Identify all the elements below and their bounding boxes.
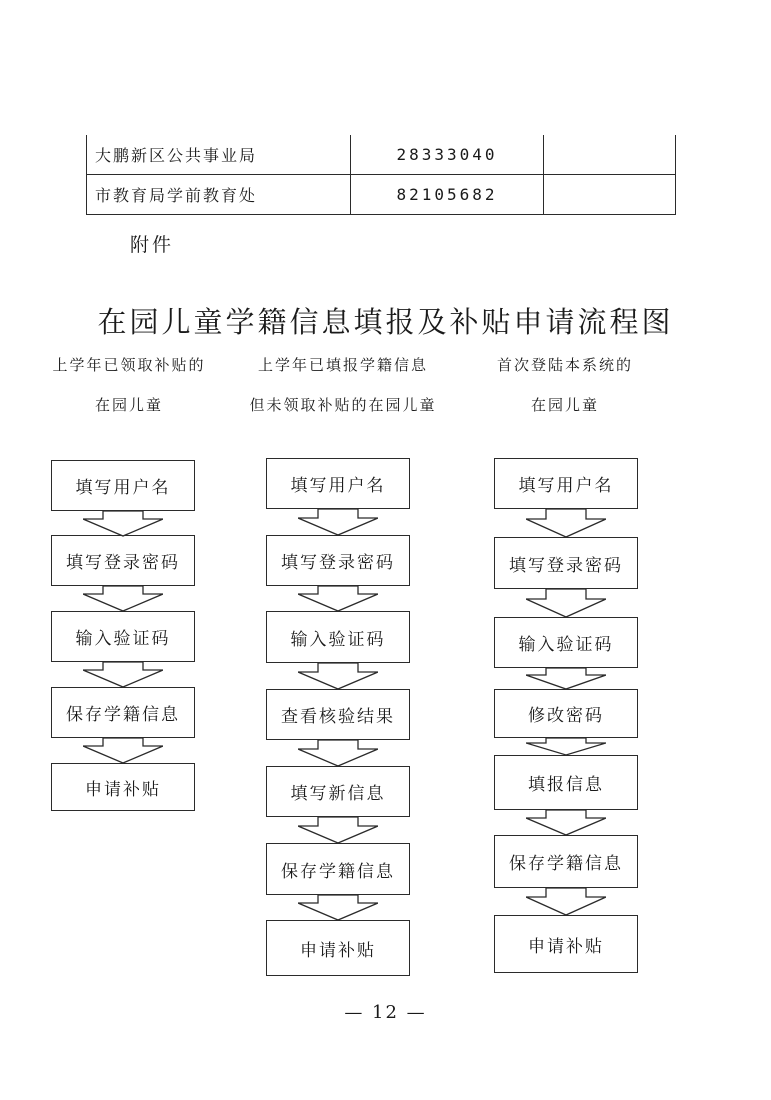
flow-step-box: 查看核验结果 bbox=[266, 689, 410, 740]
column-header-line: 在园儿童 bbox=[94, 396, 163, 414]
flow-step-box: 输入验证码 bbox=[51, 611, 195, 662]
flow-step-box: 填写登录密码 bbox=[494, 537, 638, 589]
table-row bbox=[87, 175, 676, 215]
flow-step-box: 输入验证码 bbox=[266, 611, 410, 663]
remark-cell bbox=[544, 135, 676, 175]
department-cell: 大鹏新区公共事业局 bbox=[87, 135, 351, 175]
down-arrow-icon bbox=[298, 817, 378, 844]
page-number: — 12 — bbox=[344, 1002, 427, 1023]
down-arrow-icon bbox=[526, 888, 606, 916]
remark-cell bbox=[544, 175, 676, 215]
flow-step-box: 填写登录密码 bbox=[266, 535, 410, 586]
department-cell: 市教育局学前教育处 bbox=[87, 175, 351, 215]
column-header-1 bbox=[40, 345, 218, 425]
down-arrow-icon bbox=[83, 738, 163, 764]
contact-table bbox=[86, 135, 676, 215]
down-arrow-icon bbox=[83, 662, 163, 688]
flow-step-box: 填写登录密码 bbox=[51, 535, 195, 586]
down-arrow-icon bbox=[298, 740, 378, 767]
flow-step-box: 填写用户名 bbox=[266, 458, 410, 509]
down-arrow-icon bbox=[83, 511, 163, 537]
column-header-line: 在园儿童 bbox=[530, 396, 599, 414]
flow-step-box: 保存学籍信息 bbox=[266, 843, 410, 895]
flow-step-box: 填写用户名 bbox=[494, 458, 638, 509]
flow-step-box: 修改密码 bbox=[494, 689, 638, 738]
down-arrow-icon bbox=[83, 586, 163, 612]
flow-step-box: 申请补贴 bbox=[266, 920, 410, 976]
down-arrow-icon bbox=[526, 668, 606, 690]
down-arrow-icon bbox=[298, 663, 378, 690]
down-arrow-icon bbox=[298, 586, 378, 612]
phone-cell: 82105682 bbox=[351, 175, 544, 215]
flow-step-box: 保存学籍信息 bbox=[51, 687, 195, 738]
flow-step-box: 输入验证码 bbox=[494, 617, 638, 668]
flow-step-box: 申请补贴 bbox=[51, 763, 195, 811]
down-arrow-icon bbox=[526, 738, 606, 756]
table-row bbox=[87, 135, 676, 175]
flow-step-box: 保存学籍信息 bbox=[494, 835, 638, 888]
phone-cell: 28333040 bbox=[351, 135, 544, 175]
column-header-line: 但未领取补贴的在园儿童 bbox=[249, 396, 437, 414]
page-title: 在园儿童学籍信息填报及补贴申请流程图 bbox=[97, 305, 674, 339]
flow-step-box: 填写新信息 bbox=[266, 766, 410, 817]
flow-step-box: 填写用户名 bbox=[51, 460, 195, 511]
down-arrow-icon bbox=[526, 509, 606, 538]
down-arrow-icon bbox=[526, 810, 606, 836]
flow-step-box: 申请补贴 bbox=[494, 915, 638, 973]
attachment-label: 附件 bbox=[130, 234, 175, 256]
flow-step-box: 填报信息 bbox=[494, 755, 638, 810]
column-header-line: 上学年已领取补贴的 bbox=[52, 356, 206, 374]
column-header-2 bbox=[238, 345, 448, 425]
column-header-line: 首次登陆本系统的 bbox=[496, 356, 633, 374]
down-arrow-icon bbox=[298, 895, 378, 921]
column-header-3 bbox=[480, 345, 650, 425]
down-arrow-icon bbox=[526, 589, 606, 618]
down-arrow-icon bbox=[298, 509, 378, 536]
column-header-line: 上学年已填报学籍信息 bbox=[257, 356, 428, 374]
